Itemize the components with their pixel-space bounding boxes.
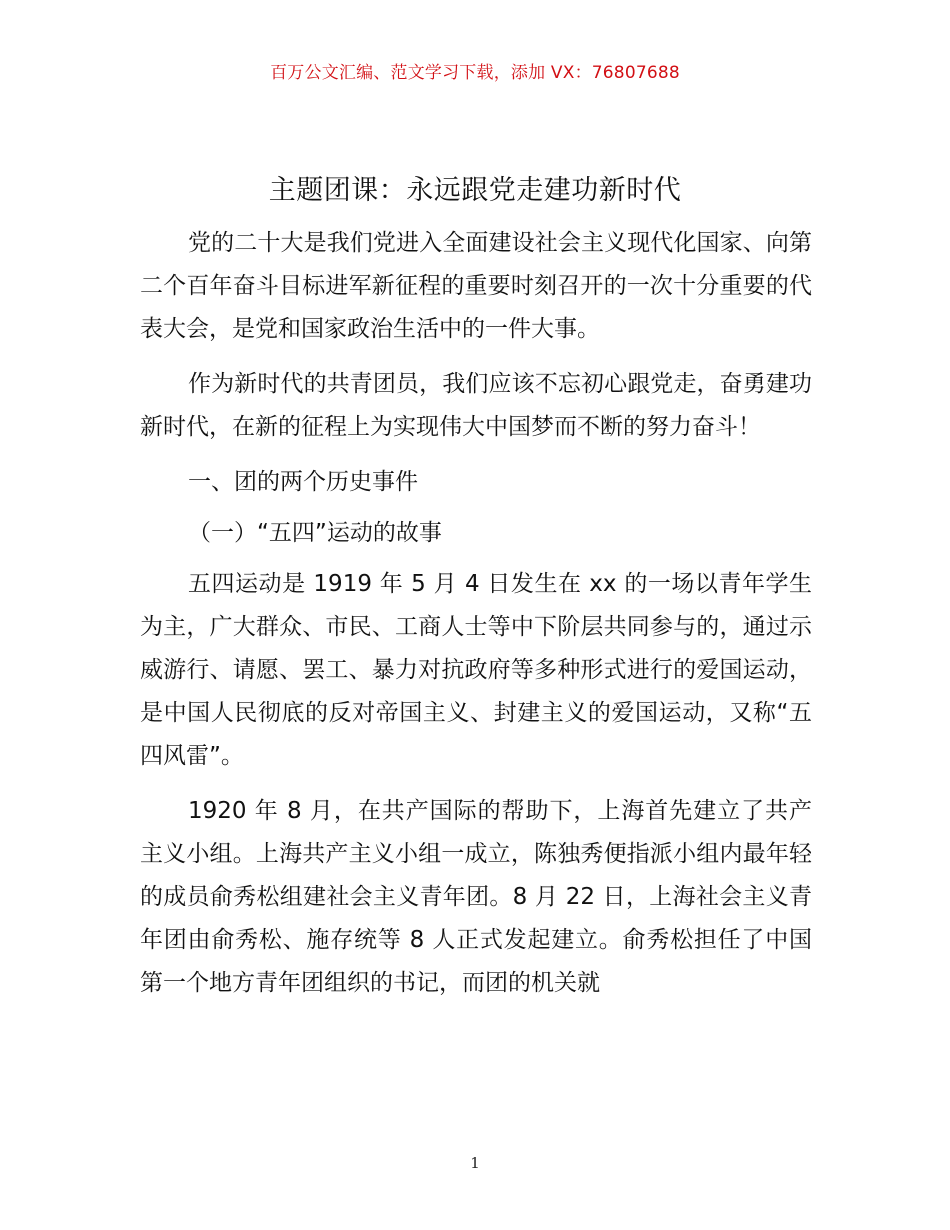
subsection-heading: （一）“五四”运动的故事	[188, 520, 442, 546]
document-title: 主题团课：永远跟党走建功新时代	[268, 175, 682, 206]
header-notice: 百万公文汇编、范文学习下载，添加 VX：76807688	[270, 63, 680, 83]
section-heading: 一、团的两个历史事件	[188, 469, 418, 495]
paragraph-intro: 党的二十大是我们党进入全面建设社会主义现代化国家、向第二个百年奋斗目标进军新征程的重要时刻召开的一次十分重要的代表大会，是党和国家政治生活中的一件大事。	[140, 230, 812, 342]
document-body	[140, 222, 812, 1017]
paragraph-may-fourth: 五四运动是 1919 年 5 月 4 日发生在 xx 的一场以青年学生为主，广大群众、市民、工商人士等中下阶层共同参与的，通过示威游行、请愿、罢工、暴力对抗政府等多种形式进行的爱国运动，是中国人民彻底的反对帝国主义、封建主义的爱国运动，又称“五四风雷”。	[140, 571, 812, 769]
paragraph-call-to-action: 作为新时代的共青团员，我们应该不忘初心跟党走，奋勇建功新时代，在新的征程上为实现伟大中国梦而不断的努力奋斗！	[140, 371, 812, 440]
paragraph-youth-league-founding: 1920 年 8 月，在共产国际的帮助下，上海首先建立了共产主义小组。上海共产主义小组一成立，陈独秀便指派小组内最年轻的成员俞秀松组建社会主义青年团。8 月 22 日，上海社会主义青年团由俞秀松、施存统等 8 人正式发起建立。俞秀松担任了中国第一个地方青年团组织的书记，而团的机关就	[140, 798, 812, 996]
page-number: 1	[470, 1154, 480, 1172]
